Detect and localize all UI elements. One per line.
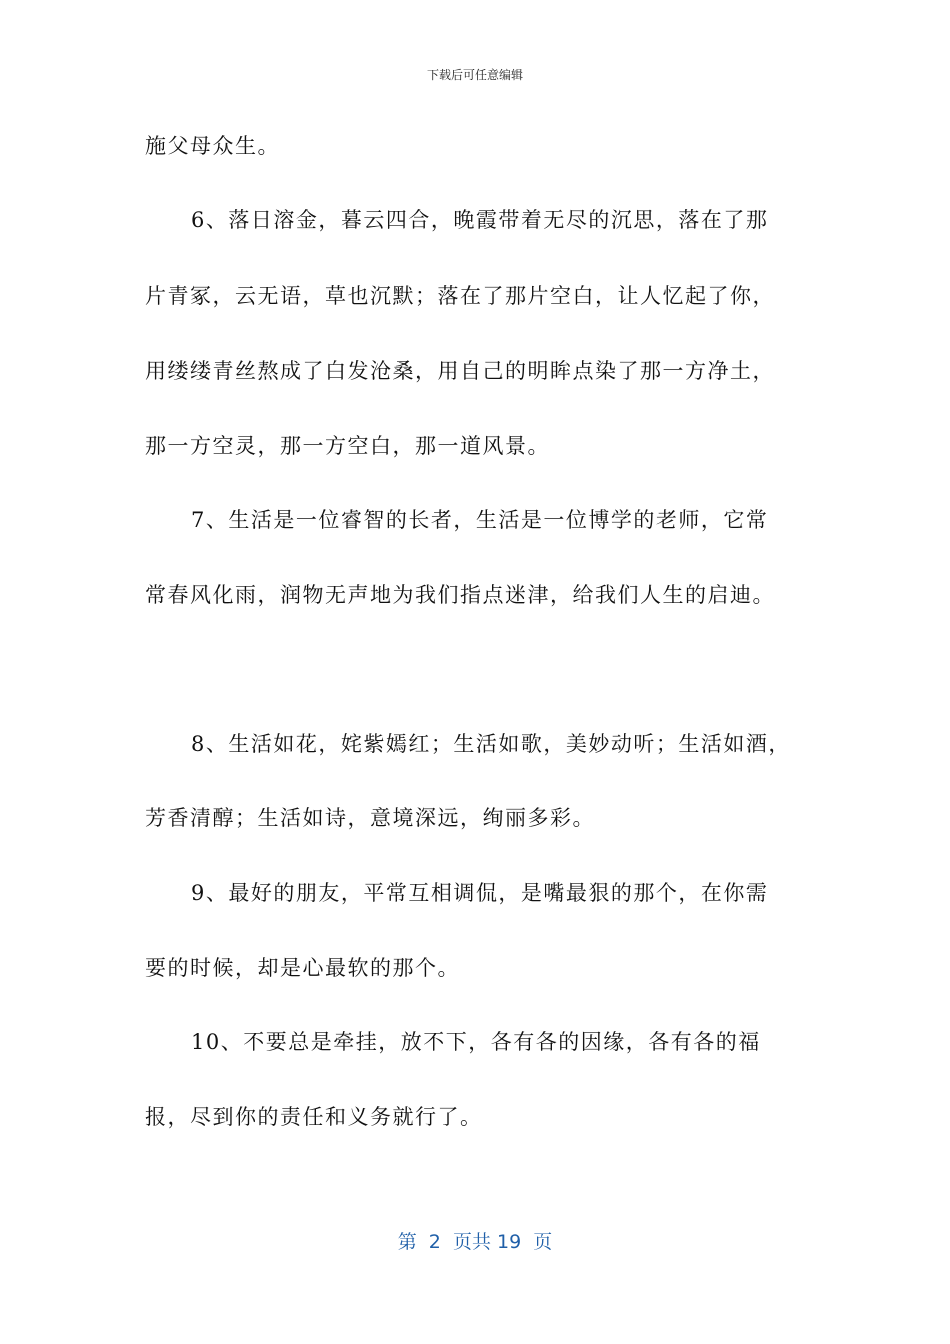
page-header: 下载后可任意编辑: [426, 68, 523, 82]
paragraph-line: 10、不要总是牵挂，放不下，各有各的因缘，各有各的福: [191, 1030, 761, 1054]
paragraph-line: 用缕缕青丝熬成了白发沧桑，用自己的明眸点染了那一方净土，: [145, 359, 775, 383]
paragraph-line: 7、生活是一位睿智的长者，生活是一位博学的老师，它常: [191, 508, 769, 532]
paragraph-line: 8、生活如花，姹紫嫣红；生活如歌，美妙动听；生活如酒，: [191, 732, 791, 756]
paragraph-line: 片青冢，云无语，草也沉默；落在了那片空白，让人忆起了你，: [145, 284, 775, 308]
paragraph-line: 施父母众生。: [145, 134, 280, 158]
paragraph-line: 常春风化雨，润物无声地为我们指点迷津，给我们人生的启迪。: [145, 583, 775, 607]
paragraph-line: 9、最好的朋友，平常互相调侃，是嘴最狠的那个，在你需: [191, 881, 769, 905]
paragraph-line: 报，尽到你的责任和义务就行了。: [145, 1105, 483, 1129]
page-number-footer: 第 2 页共 19 页: [397, 1231, 553, 1253]
paragraph-line: 6、落日溶金，暮云四合，晚霞带着无尽的沉思，落在了那: [191, 208, 769, 232]
paragraph-line: 芳香清醇；生活如诗，意境深远，绚丽多彩。: [145, 806, 595, 830]
paragraph-line: 那一方空灵，那一方空白，那一道风景。: [145, 434, 550, 458]
paragraph-line: 要的时候，却是心最软的那个。: [145, 956, 460, 980]
